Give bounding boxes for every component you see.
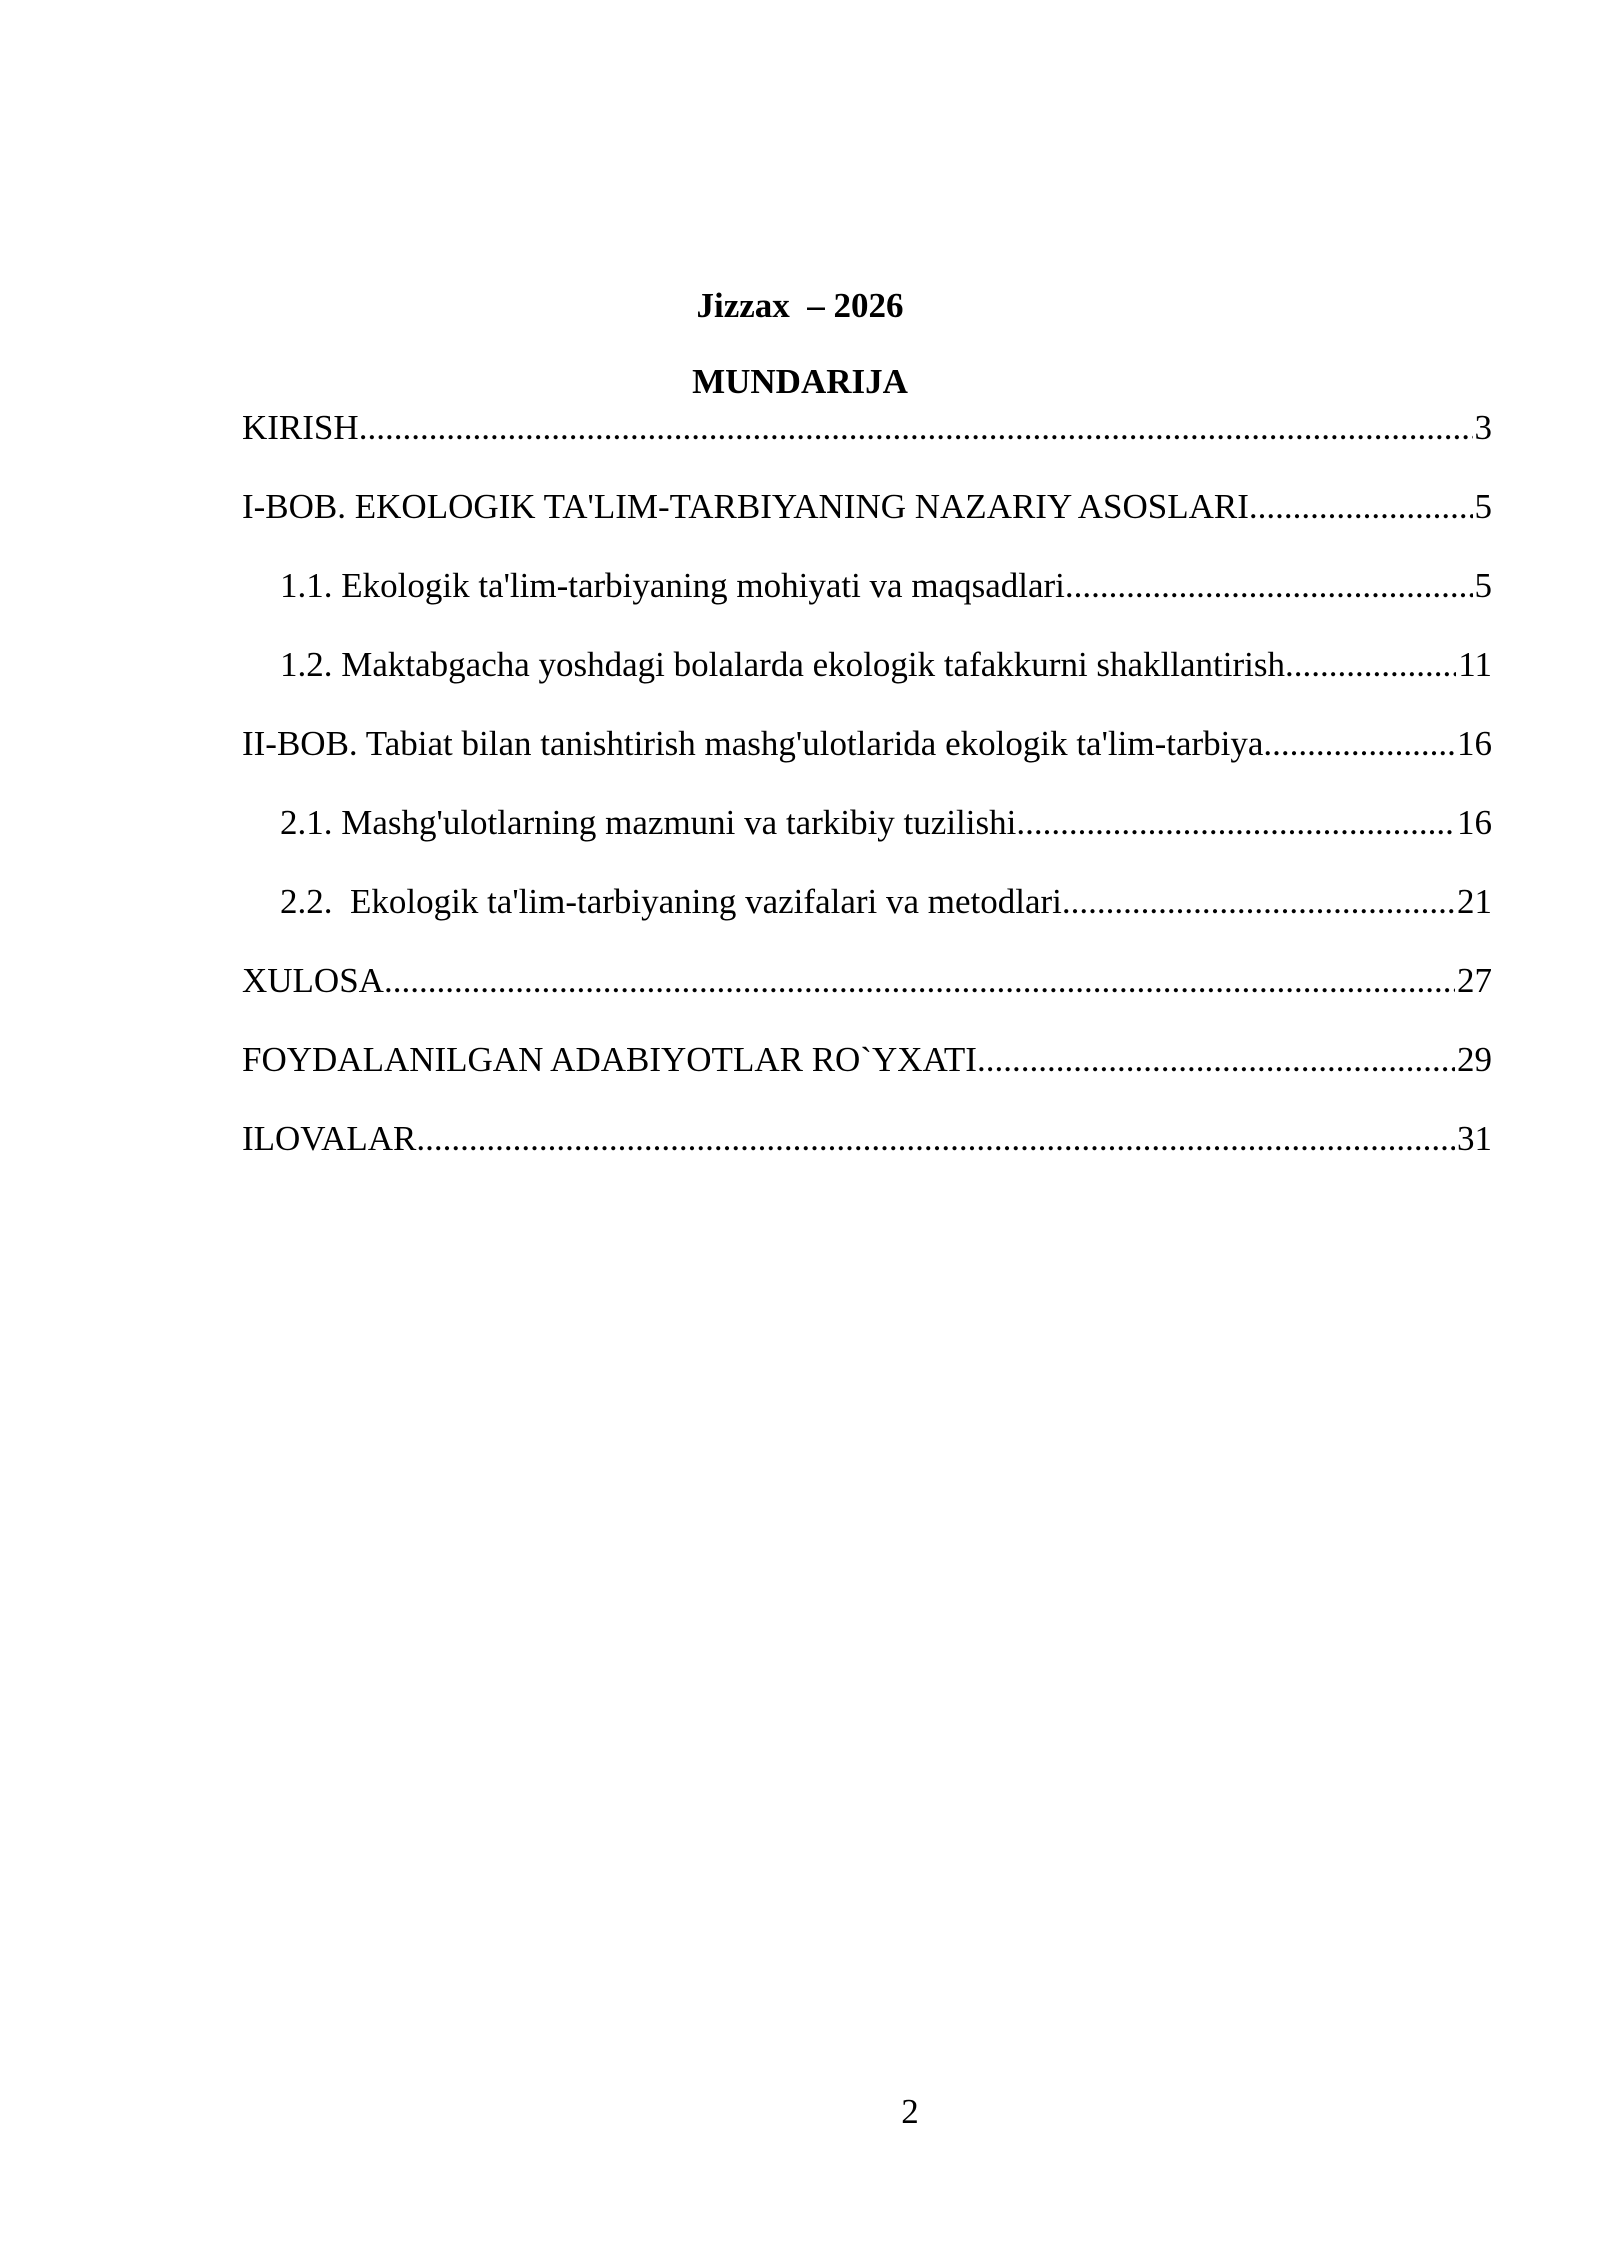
- toc-dot-leader: [416, 1117, 1455, 1161]
- toc-entry-text: XULOSA: [242, 961, 384, 1000]
- toc-entry-text: FOYDALANILGAN ADABIYOTLAR RO`YXATI: [242, 1040, 977, 1079]
- toc-dot-leader: [1285, 643, 1456, 687]
- toc-entry-text: 2.1. Mashg'ulotlarning mazmuni va tarkibiy tuzilishi: [280, 803, 1017, 842]
- toc-entry-page: 5: [1474, 566, 1492, 605]
- toc-entry-ilovalar[interactable]: [242, 1117, 1492, 1196]
- toc-entry-chapter-2[interactable]: [242, 722, 1492, 801]
- toc-entry-page: 29: [1457, 1040, 1492, 1079]
- toc-entry-kirish[interactable]: [242, 406, 1492, 485]
- toc-entry-text: 2.2. Ekologik ta'lim-tarbiyaning vazifalari va metodlari: [280, 882, 1062, 921]
- toc-entry-text: 1.1. Ekologik ta'lim-tarbiyaning mohiyati va maqsadlari: [280, 566, 1065, 605]
- toc-entry-page: 21: [1457, 882, 1492, 921]
- toc-dot-leader: [384, 959, 1455, 1003]
- toc-entry-section-1-2[interactable]: [242, 643, 1492, 722]
- toc-dot-leader: [359, 406, 1473, 450]
- toc-entry-text: II-BOB. Tabiat bilan tanishtirish mashg'ulotlarida ekologik ta'lim-tarbiya: [242, 724, 1264, 763]
- toc-dot-leader: [1016, 801, 1455, 845]
- toc-entry-page: 3: [1474, 408, 1492, 447]
- toc-dot-leader: [977, 1038, 1455, 1082]
- toc-title: MUNDARIJA: [692, 362, 908, 401]
- toc-entry-page: 31: [1457, 1119, 1492, 1158]
- page-number: 2: [901, 2092, 919, 2131]
- toc-entry-page: 5: [1474, 487, 1492, 526]
- toc-entry-text: I-BOB. EKOLOGIK TA'LIM-TARBIYANING NAZARIY ASOSLARI: [242, 487, 1249, 526]
- city-year-heading: Jizzax – 2026: [696, 286, 904, 325]
- toc-entry-text: 1.2. Maktabgacha yoshdagi bolalarda ekologik tafakkurni shakllantirish: [280, 645, 1286, 684]
- toc-entry-page: 27: [1457, 961, 1492, 1000]
- toc-dot-leader: [1263, 722, 1455, 766]
- toc-entry-references[interactable]: [242, 1038, 1492, 1117]
- toc-dot-leader: [1065, 564, 1473, 608]
- table-of-contents: [242, 406, 1492, 1196]
- toc-entry-xulosa[interactable]: [242, 959, 1492, 1038]
- toc-entry-page: 16: [1457, 724, 1492, 763]
- toc-entry-text: KIRISH: [242, 408, 359, 447]
- toc-entry-page: 11: [1458, 645, 1492, 684]
- toc-entry-page: 16: [1457, 803, 1492, 842]
- toc-entry-chapter-1[interactable]: [242, 485, 1492, 564]
- toc-entry-section-2-2[interactable]: [242, 880, 1492, 959]
- toc-entry-section-2-1[interactable]: [242, 801, 1492, 880]
- toc-dot-leader: [1249, 485, 1473, 529]
- toc-entry-text: ILOVALAR: [242, 1119, 417, 1158]
- toc-entry-section-1-1[interactable]: [242, 564, 1492, 643]
- toc-dot-leader: [1062, 880, 1455, 924]
